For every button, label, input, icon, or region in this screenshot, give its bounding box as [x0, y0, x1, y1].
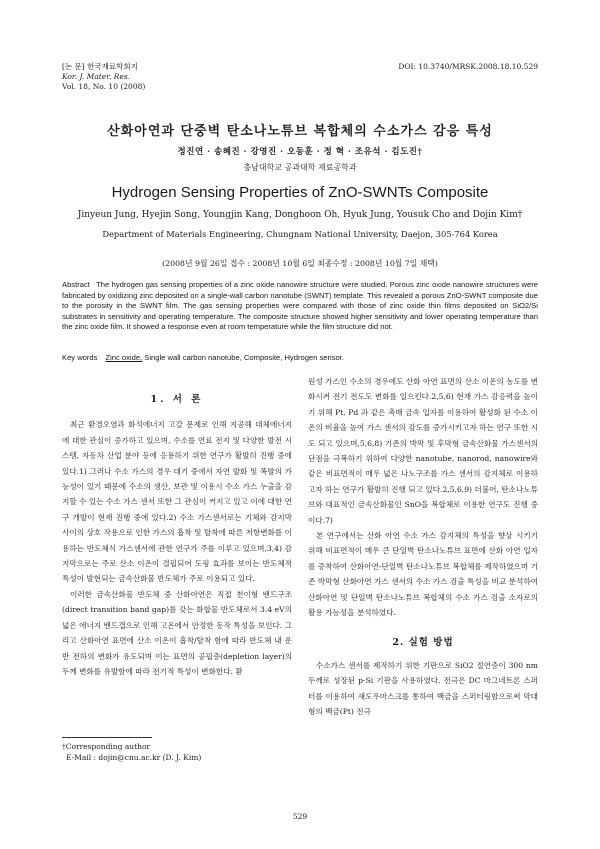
abstract-text: The hydrogen gas sensing properties of a zinc oxide nanowire structure were studied. Porous zinc oxide nanowire structures were fabricated by oxidizing zinc deposited on a single-wall carbon nanotube (SWNT) template. This revealed a porous ZnO-SWNT composite due to the porosity in the SWNT film. The gas sensing properties were compared with those of zinc oxide thin films deposited on SiO2/Si substrates in sensitivity and operating temperature. The composite structure showed higher sensitivity and lower operating temperature than the zinc oxide film. It showed a response even at room temperature while the film structure did not.: [62, 280, 538, 331]
author-email: E-Mail : dojin@cnu.ac.kr (D. J. Kim): [66, 753, 202, 762]
section-2-paragraph-1: 수소가스 센서를 제작하기 위한 기판으로 SiO2 절연층이 300 nm 두께로 성장된 p-Si 기판을 사용하였다. 전극은 DC 마그네트론 스퍼터를 이용하여 섀도우마스크를 통하여 백금을 스퍼터링함으로써 막대형의 백금(Pt) 전극: [308, 660, 538, 717]
received-dates: (2008년 9월 26일 접수 : 2008년 10월 6일 최종수정 : 2008년 10월 7일 채택): [162, 259, 438, 268]
affiliation-english: Department of Materials Engineering, Chungnam National University, Daejon, 305-764 Korea: [102, 229, 498, 239]
authors-korean: 정진연 · 송혜진 · 강영진 · 오동훈 · 정 혁 · 조유석 · 김도진†: [177, 147, 423, 157]
page-number: 529: [292, 812, 308, 821]
keywords-text: Single wall carbon nanotube, Composite, Hydrogen sensor.: [142, 353, 344, 362]
section-1-paragraph-4: 본 연구에서는 산화 아연 수소 가스 감지체의 특성을 향상 시키기 위해 비표면적이 매우 큰 단일벽 탄소나노튜브 표면에 산화 아연 입자를 증착하여 산화아연-단일벽 탄소나노튜브 복합체를 제작하였으며 기존 박막형 산화아연 가스 센서의 수소 가스 검출 특성을 비교 분석하여 산화아연 및 단일벽 탄소나노튜브 복합체의 수소 가스 검출 소자로의 활용 가능성을 분석하였다.: [308, 531, 538, 618]
abstract: [62, 280, 538, 333]
journal-name-en: Kor. J. Mater. Res.: [62, 72, 131, 81]
journal-header: [62, 62, 145, 92]
keywords: [62, 353, 538, 362]
journal-volume: Vol. 18, No. 10 (2008): [62, 82, 146, 91]
section-1-paragraph-3: 원성 가스인 수소의 경우에도 산화 아연 표면의 산소 이온의 농도를 변화시켜 전기 전도도 변화를 일으킨다.2,5,6) 현재 가스 감응력을 높이기 위해 Pt, Pd 과 같은 촉매 금속 입자를 이용하여 활성화 된 수소 이온의 비율을 높여 가스 센서의 감도를 증가시키고자 하는 연구 또한 시도 되고 있으며,5,6,8) 기존의 박막 및 후막형 금속산화물 가스센서의 단점을 극복하기 위하여 다양한 nanotube, nanorod, nanowire와 같은 비표면적이 매우 넓은 나노구조를 가스 센서의 감지체로 이용하고자 하는 연구가 활발히 진행 되고 있다.2,5,6,9) 더불어, 탄소나노튜브와 대표적인 금속산화물인 SnO을 복합체로 이용한 연구도 진행 중이다.7): [308, 377, 538, 525]
journal-name-ko: [논 문] 한국재료학회지: [62, 62, 138, 71]
section-2-title: 2. 실험 방법: [392, 636, 454, 648]
doi[interactable]: DOI: 10.3740/MRSK.2008.18.10.529: [398, 62, 538, 71]
section-1-title: 1. 서 론: [150, 394, 204, 405]
title-korean: 산화아연과 단중벽 탄소나노튜브 복합체의 수소가스 감응 특성: [107, 124, 493, 139]
affiliation-korean: 충남대학교 공과대학 재료공학과: [243, 163, 357, 172]
abstract-label: Abstract: [62, 280, 90, 289]
corresponding-author: †Corresponding author: [62, 742, 151, 751]
keywords-label: Key words: [62, 353, 98, 362]
section-1-paragraph-1: 최근 환경오염과 화석에너지 고갈 문제로 인해 지공해 대체에너지에 대한 관심이 증가하고 있으며, 수소를 연료 전지 및 다양한 발전 시스템, 자동차 산업 분야 등에 응용하기 위한 연구가 활발히 진행 중에 있다.1) 그러나 수소 가스의 경우 대기 중에서 자연 발화 및 폭발의 가능성이 있기 때문에 수소의 생산, 보관 및 이용시 수소 가스 누출을 감지할 수 있는 수소 가스 센서 또한 그 관심이 커지고 있고 이에 대한 연구 개발이 현재 진행 중에 있다.2) 수소 가스센서로는 기체와 감지막 사이의 상호 작용으로 인한 가스의 흡착 및 탈착에 따른 저항변화를 이용하는 반도체식 가스센서에 관한 연구가 주를 이루고 있으며,3,4) 감지막으로는 주로 산소 이온이 결핍되어 도핑 효과를 보이는 반도체적 특성이 발현되는 금속산화물 반도체가 주로 이용되고 있다.: [62, 420, 292, 584]
keyword-link[interactable]: Zinc oxide,: [105, 353, 143, 362]
column-right: [308, 374, 538, 720]
footnote: [62, 741, 201, 763]
section-1-paragraph-2: 이러한 금속산화물 반도체 중 산화아연은 직접 천이형 밴드구조(direct transition band gap)를 갖는 화합물 반도체로서 3.4 eV의 넓은 에너지 밴드갭으로 인해 고온에서 안정한 동작 특성을 보인다. 그리고 산화아연 표면에 산소 이온이 흡착/탈착 함에 따라 반도체 내 운반 전하의 변화가 유도되며 이는 표면의 공핍층(depletion layer)의 두께 변화를 유발함에 따라 전기적 특성이 변화한다. 환: [62, 589, 292, 676]
column-left: [62, 392, 292, 679]
footnote-divider: [62, 737, 152, 738]
authors-english: Jinyeun Jung, Hyejin Song, Youngjin Kang, Donghoon Oh, Hyuk Jung, Yousuk Cho and Dojin Kim†: [77, 210, 523, 220]
title-english: Hydrogen Sensing Properties of ZnO-SWNTs Composite: [111, 184, 489, 201]
